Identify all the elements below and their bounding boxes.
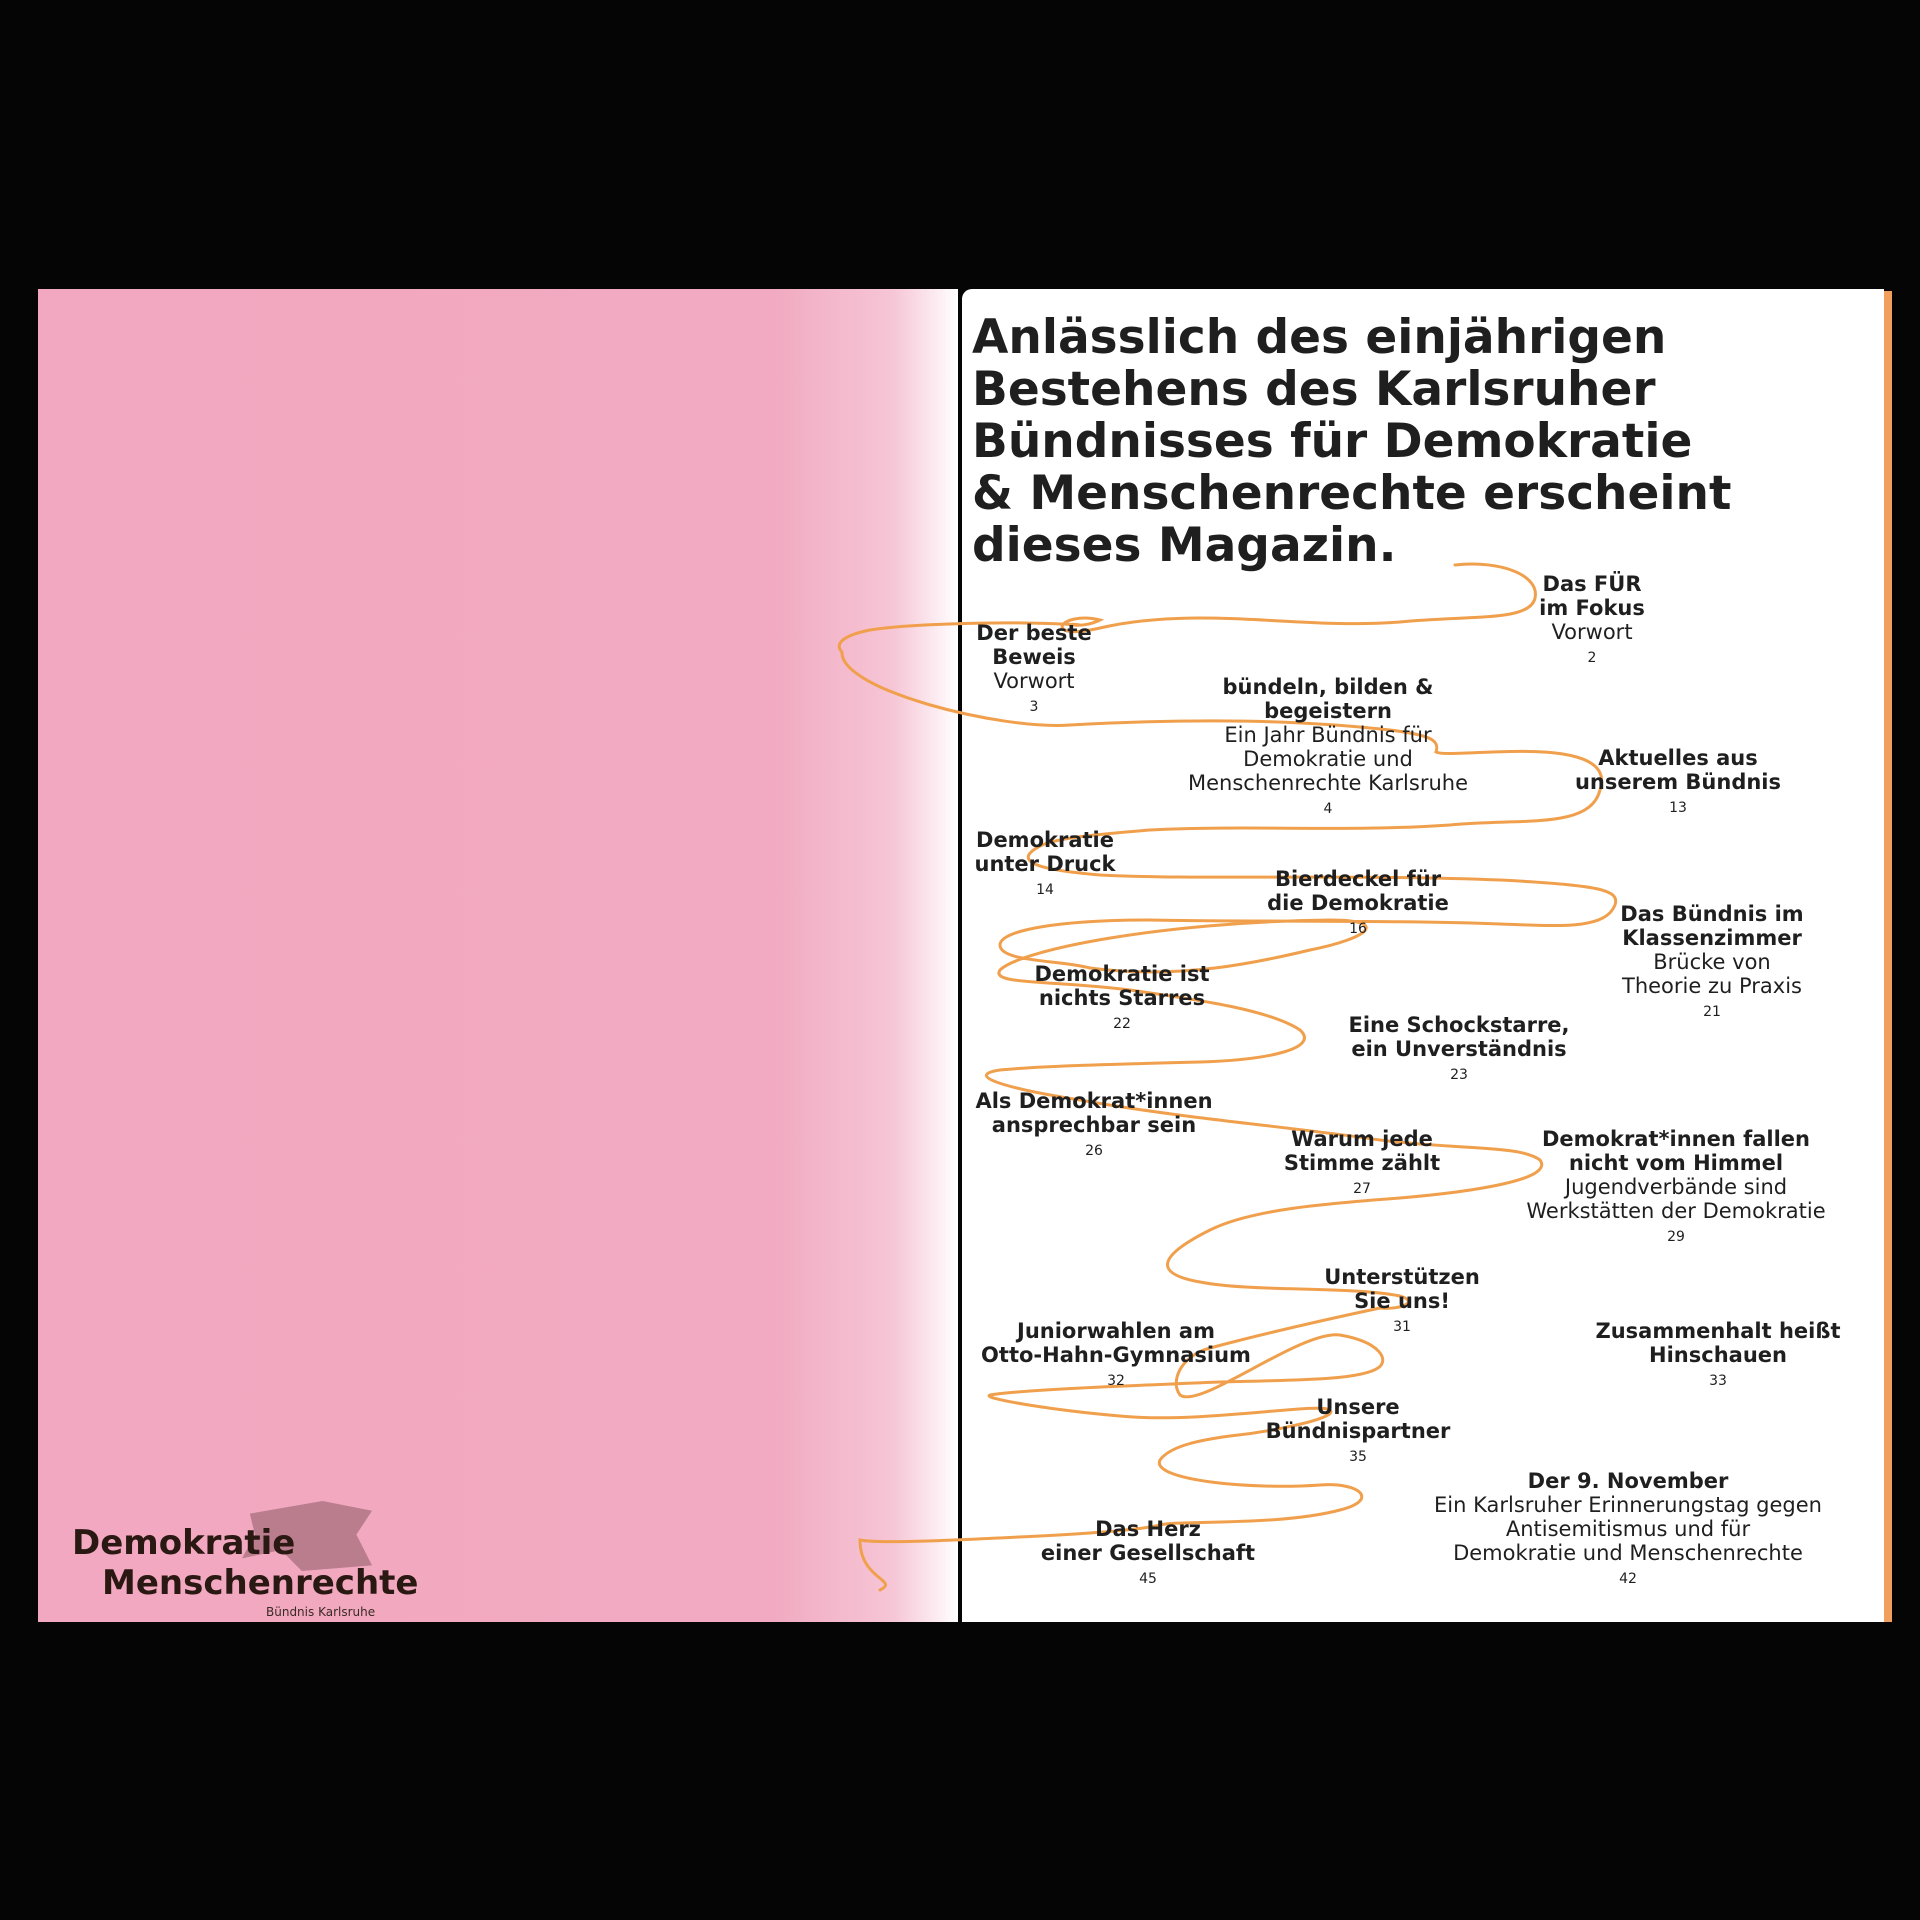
- toc-page-number: 13: [1669, 800, 1687, 816]
- toc-page-number: 31: [1393, 1319, 1411, 1335]
- toc-title: Das FÜR: [1542, 572, 1642, 596]
- toc-title: unter Druck: [974, 852, 1116, 876]
- headline-line: Bündnisses für Demokratie: [972, 414, 1693, 469]
- toc-title: Demokrat*innen fallen: [1542, 1127, 1810, 1151]
- toc-title: Bündnispartner: [1265, 1419, 1451, 1443]
- toc-page-number: 33: [1709, 1373, 1727, 1389]
- toc-entry[interactable]: [1539, 572, 1645, 668]
- toc-title: Der beste: [976, 621, 1092, 645]
- toc-title: Klassenzimmer: [1622, 926, 1802, 950]
- toc-entry[interactable]: [1324, 1265, 1480, 1337]
- toc-title: Das Herz: [1095, 1517, 1201, 1541]
- toc-title: Otto-Hahn-Gymnasium: [981, 1343, 1251, 1367]
- toc-entry[interactable]: [974, 828, 1115, 900]
- toc-title: unserem Bündnis: [1574, 770, 1782, 794]
- toc-page-number: 2: [1587, 650, 1597, 666]
- toc-page-number: 29: [1667, 1229, 1685, 1245]
- headline-line: Bestehens des Karlsruher: [972, 362, 1656, 417]
- toc-title: Demokratie ist: [1034, 962, 1210, 986]
- toc-page-number: 42: [1619, 1571, 1637, 1587]
- toc-subtitle: Werkstätten der Demokratie: [1526, 1199, 1826, 1223]
- toc-title: die Demokratie: [1267, 891, 1449, 915]
- toc-entry[interactable]: [1266, 1395, 1451, 1467]
- toc-entry[interactable]: [976, 621, 1091, 717]
- toc-page-number: 32: [1107, 1373, 1125, 1389]
- toc-title: Als Demokrat*innen: [975, 1089, 1213, 1113]
- toc-entry[interactable]: [981, 1319, 1251, 1391]
- toc-subtitle: Jugendverbände sind: [1564, 1175, 1788, 1199]
- toc-entry[interactable]: [1188, 675, 1468, 819]
- toc-title: Der 9. November: [1527, 1469, 1729, 1493]
- toc-title: Stimme zählt: [1283, 1151, 1441, 1175]
- toc-title: ansprechbar sein: [991, 1113, 1197, 1137]
- toc-page-number: 26: [1085, 1143, 1103, 1159]
- toc-page-number: 35: [1349, 1449, 1367, 1465]
- logo-line-2: Menschenrechte: [102, 1563, 419, 1603]
- toc-subtitle: Vorwort: [993, 669, 1075, 693]
- toc-title: nichts Starres: [1038, 986, 1206, 1010]
- toc-page-number: 21: [1703, 1004, 1721, 1020]
- toc-title: Bierdeckel für: [1274, 867, 1442, 891]
- toc-title: Hinschauen: [1649, 1343, 1787, 1367]
- toc-entry[interactable]: [1348, 1013, 1569, 1085]
- toc-title: Zusammenhalt heißt: [1595, 1319, 1841, 1343]
- toc-title: Das Bündnis im: [1620, 902, 1804, 926]
- toc-entry[interactable]: [1284, 1127, 1440, 1199]
- toc-entry[interactable]: [1434, 1469, 1822, 1589]
- headline-line: Anlässlich des einjährigen: [972, 310, 1667, 365]
- toc-title: Unterstützen: [1324, 1265, 1480, 1289]
- toc-page-number: 23: [1450, 1067, 1468, 1083]
- toc-title: ein Unverständnis: [1351, 1037, 1567, 1061]
- toc-entry[interactable]: [1526, 1127, 1825, 1247]
- toc-title: nicht vom Himmel: [1568, 1151, 1784, 1175]
- toc-page-number: 16: [1349, 921, 1367, 937]
- toc-title: Warum jede: [1291, 1127, 1433, 1151]
- headline-line: dieses Magazin.: [972, 518, 1397, 573]
- toc-subtitle: Brücke von: [1653, 950, 1771, 974]
- toc-title: bündeln, bilden &: [1222, 675, 1434, 699]
- toc-entry[interactable]: [1620, 902, 1803, 1022]
- toc-page-number: 27: [1353, 1181, 1371, 1197]
- toc-title: Unsere: [1316, 1395, 1400, 1419]
- toc-title: Beweis: [992, 645, 1076, 669]
- toc-page-number: 45: [1139, 1571, 1157, 1587]
- toc-title: Aktuelles aus: [1598, 746, 1758, 770]
- logo-line-1: Demokratie: [72, 1523, 296, 1563]
- logo-subtitle: Bündnis Karlsruhe: [266, 1605, 376, 1619]
- toc-subtitle: Vorwort: [1551, 620, 1633, 644]
- toc-title: begeistern: [1264, 699, 1392, 723]
- headline-line: & Menschenrechte erscheint: [972, 466, 1732, 521]
- toc-page-number: 3: [1029, 699, 1039, 715]
- toc-entry[interactable]: [1034, 962, 1209, 1034]
- toc-entry[interactable]: [1575, 746, 1781, 818]
- toc-title: Juniorwahlen am: [1017, 1319, 1215, 1343]
- toc-subtitle: Ein Karlsruher Erinnerungstag gegen: [1434, 1493, 1822, 1517]
- toc-subtitle: Demokratie und: [1243, 747, 1413, 771]
- toc-subtitle: Ein Jahr Bündnis für: [1224, 723, 1432, 747]
- toc-entry[interactable]: [1041, 1517, 1255, 1589]
- toc-subtitle: Antisemitismus und für: [1505, 1517, 1751, 1541]
- toc-title: Sie uns!: [1354, 1289, 1450, 1313]
- toc-subtitle: Menschenrechte Karlsruhe: [1187, 771, 1469, 795]
- toc-page-number: 14: [1036, 882, 1054, 898]
- toc-title: einer Gesellschaft: [1040, 1541, 1256, 1565]
- toc-title: im Fokus: [1539, 596, 1645, 620]
- toc-page-number: 4: [1323, 801, 1333, 817]
- toc-entry[interactable]: [975, 1089, 1212, 1161]
- toc-title: Eine Schockstarre,: [1348, 1013, 1570, 1037]
- toc-entry[interactable]: [1595, 1319, 1840, 1391]
- toc-page-number: 22: [1113, 1016, 1131, 1032]
- toc-subtitle: Theorie zu Praxis: [1622, 974, 1802, 998]
- toc-title: Demokratie: [976, 828, 1114, 852]
- toc-subtitle: Demokratie und Menschenrechte: [1453, 1541, 1803, 1565]
- toc-entry[interactable]: [1267, 867, 1449, 939]
